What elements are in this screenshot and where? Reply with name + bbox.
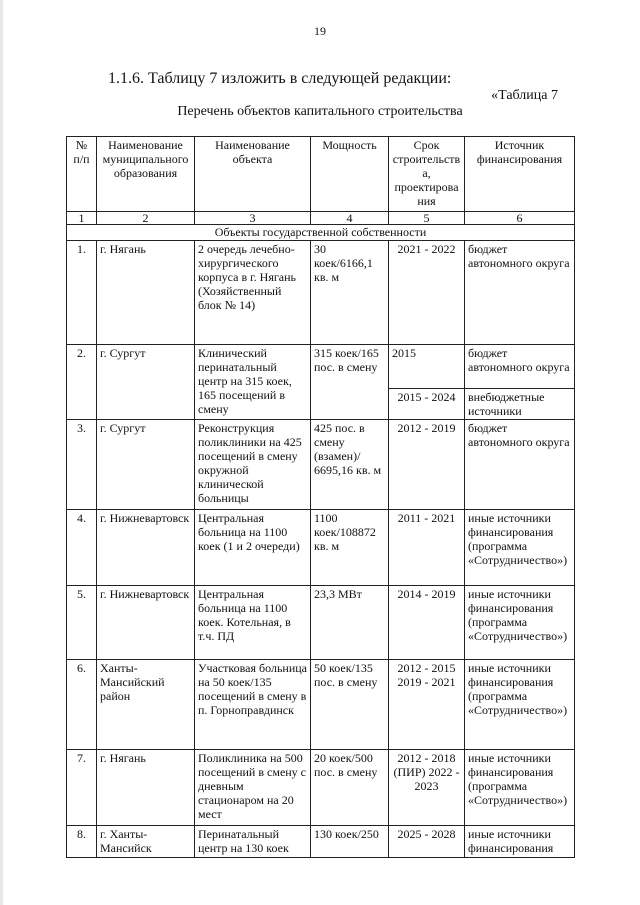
table-header-row: [67, 137, 575, 212]
row-number: 4.: [67, 510, 97, 586]
table-row: [67, 345, 575, 389]
row-term: 2025 - 2028: [389, 826, 465, 858]
table-caption: Перечень объектов капитального строительства: [177, 104, 463, 119]
row-source: иные источники финансирования (программа «Сотрудничество»): [465, 510, 575, 586]
header-cell: Наименование объекта: [195, 137, 311, 212]
column-number: 6: [465, 212, 575, 225]
row-object: Центральная больница на 1100 коек. Котельная, в т.ч. ПД: [195, 586, 311, 660]
row-term: 2012 - 2015 2019 - 2021: [389, 660, 465, 750]
row-source: бюджет автономного округа: [465, 345, 575, 389]
table-row: [67, 241, 575, 345]
header-cell: Наименование муниципального образования: [97, 137, 195, 212]
table-row: [67, 420, 575, 510]
row-capacity: 20 коек/500 пос. в смену: [311, 750, 389, 826]
row-object: Участковая больница на 50 коек/135 посещений в смену в п. Горноправдинск: [195, 660, 311, 750]
row-number: 6.: [67, 660, 97, 750]
row-municipality: г. Ханты-Мансийск: [97, 826, 195, 858]
row-source: бюджет автономного округа: [465, 241, 575, 345]
row-term: 2021 - 2022: [389, 241, 465, 345]
row-number: 8.: [67, 826, 97, 858]
capital-construction-table: [66, 136, 575, 858]
page-number: 19: [314, 24, 326, 38]
table-row: [67, 750, 575, 826]
row-term: 2015: [389, 345, 465, 389]
row-object: Клинический перинатальный центр на 315 коек, 165 посещений в смену: [195, 345, 311, 420]
row-municipality: г. Сургут: [97, 345, 195, 420]
row-term: 2014 - 2019: [389, 586, 465, 660]
row-capacity: 425 пос. в смену (взамен)/ 6695,16 кв. м: [311, 420, 389, 510]
table-row: [67, 660, 575, 750]
row-source: иные источники финансирования: [465, 826, 575, 858]
row-municipality: г. Нижневартовск: [97, 510, 195, 586]
row-source: иные источники финансирования (программа «Сотрудничество»): [465, 660, 575, 750]
column-number: 2: [97, 212, 195, 225]
row-term: 2012 - 2018 (ПИР) 2022 - 2023: [389, 750, 465, 826]
row-object: Реконструкция поликлиники на 425 посещений в смену окружной клинической больницы: [195, 420, 311, 510]
row-municipality: г. Сургут: [97, 420, 195, 510]
column-number: 3: [195, 212, 311, 225]
table-row: [67, 826, 575, 858]
scan-edge: [0, 0, 3, 905]
row-object: 2 очередь лечебно-хирургического корпуса в г. Нягань (Хозяйственный блок № 14): [195, 241, 311, 345]
header-cell: Срок строительства, проектирования: [389, 137, 465, 212]
row-capacity: 130 коек/250: [311, 826, 389, 858]
row-object: Центральная больница на 1100 коек (1 и 2 очереди): [195, 510, 311, 586]
row-capacity: 1100 коек/108872 кв. м: [311, 510, 389, 586]
row-capacity: 23,3 МВт: [311, 586, 389, 660]
header-cell: № п/п: [67, 137, 97, 212]
section-title: Объекты государственной собственности: [67, 225, 575, 241]
row-municipality: Ханты-Мансийский район: [97, 660, 195, 750]
row-number: 2.: [67, 345, 97, 420]
row-term: 2012 - 2019: [389, 420, 465, 510]
row-source: иные источники финансирования (программа «Сотрудничество»): [465, 586, 575, 660]
row-source: иные источники финансирования (программа «Сотрудничество»): [465, 750, 575, 826]
row-number: 3.: [67, 420, 97, 510]
row-capacity: 315 коек/165 пос. в смену: [311, 345, 389, 420]
row-capacity: 50 коек/135 пос. в смену: [311, 660, 389, 750]
row-term: 2011 - 2021: [389, 510, 465, 586]
row-municipality: г. Нягань: [97, 750, 195, 826]
section-heading: 1.1.6. Таблицу 7 изложить в следующей редакции:: [108, 70, 452, 87]
row-object: Перинатальный центр на 130 коек: [195, 826, 311, 858]
column-number: 1: [67, 212, 97, 225]
table-row: [67, 586, 575, 660]
header-cell: Мощность: [311, 137, 389, 212]
row-number: 5.: [67, 586, 97, 660]
header-cell: Источник финансирования: [465, 137, 575, 212]
table-label: «Таблица 7: [491, 88, 558, 103]
row-number: 1.: [67, 241, 97, 345]
column-number: 4: [311, 212, 389, 225]
row-source-secondary: внебюджетные источники: [465, 389, 575, 420]
column-number-row: [67, 212, 575, 225]
row-capacity: 30 коек/6166,1 кв. м: [311, 241, 389, 345]
column-number: 5: [389, 212, 465, 225]
table-row: [67, 510, 575, 586]
row-municipality: г. Нягань: [97, 241, 195, 345]
row-object: Поликлиника на 500 посещений в смену с дневным стационаром на 20 мест: [195, 750, 311, 826]
section-row: [67, 225, 575, 241]
row-municipality: г. Нижневартовск: [97, 586, 195, 660]
row-number: 7.: [67, 750, 97, 826]
row-source: бюджет автономного округа: [465, 420, 575, 510]
row-term-secondary: 2015 - 2024: [389, 389, 465, 420]
